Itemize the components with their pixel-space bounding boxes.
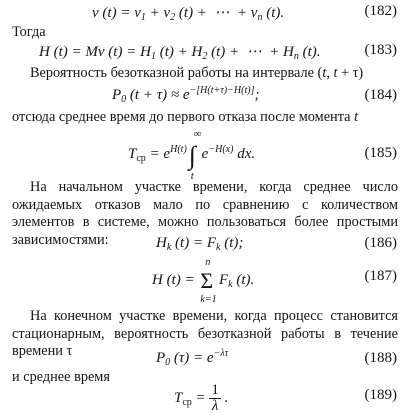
integral-sign: ∫ ∞ t — [188, 128, 202, 182]
equation-number-183: (183) — [364, 42, 397, 58]
equation-184: $P_0$ $(t + \tau) \approx e^{-[H(t+\tau)-H(t)]}$; — [112, 85, 260, 105]
equation-188: $P_0$ $(\tau) = e^{-\lambda\tau}$ — [156, 348, 229, 368]
equation-189: $T_{ср}$ = $\frac{1}{\lambda}$ . — [174, 382, 229, 414]
equation-number-188: (188) — [364, 350, 397, 366]
equation-number-186: (186) — [364, 235, 397, 251]
equation-number-187: (187) — [364, 268, 397, 284]
fraction: $\frac{1}{\lambda}$ — [211, 382, 219, 414]
paragraph-initial-interval: На начальном участке времени, когда среднее число ожидаемых отказов мало по сравнению с количеством элементов в системе, можно пользоваться более простыми зависимостями: — [12, 179, 398, 248]
text-mean-time: и среднее время — [12, 369, 110, 385]
equation-number-182: (182) — [364, 3, 397, 19]
equation-182: ν $(t) = \nu_1 + \nu_2$ (t) + ⋯ + $\nu_n$ (t). — [92, 5, 285, 23]
text-mean-time-first-failure: отсюда среднее время до первого отказа после момента t — [12, 109, 359, 125]
equation-186: $H_k$ $(t) = F_k$ (t); — [156, 235, 244, 253]
equation-number-185: (185) — [364, 145, 397, 161]
paragraph-final-interval: На конечном участке времени, когда процесс становится стационарным, вероятность безотказной работы в течение времени τ — [12, 308, 398, 359]
equation-number-184: (184) — [364, 87, 397, 103]
text-togda: Тогда — [12, 24, 46, 40]
sum-sign: Σ n k=1 — [200, 257, 217, 305]
equation-185: $T_{ср} = e^{H(t)}\int$ ∞ t $e^{-H(x)}$ dx. — [128, 128, 256, 182]
equation-183: H (t) = Mν $(t) = H_1$ $(t) + H_2$ (t) + ⋯ + $H_n$ (t). — [39, 44, 321, 62]
equation-number-189: (189) — [364, 387, 397, 403]
equation-187: H (t) = Σ n k=1 $F_k$ (t). — [152, 257, 255, 305]
text-probability-interval: Вероятность безотказной работы на интервале (t, t + τ) — [30, 65, 364, 81]
